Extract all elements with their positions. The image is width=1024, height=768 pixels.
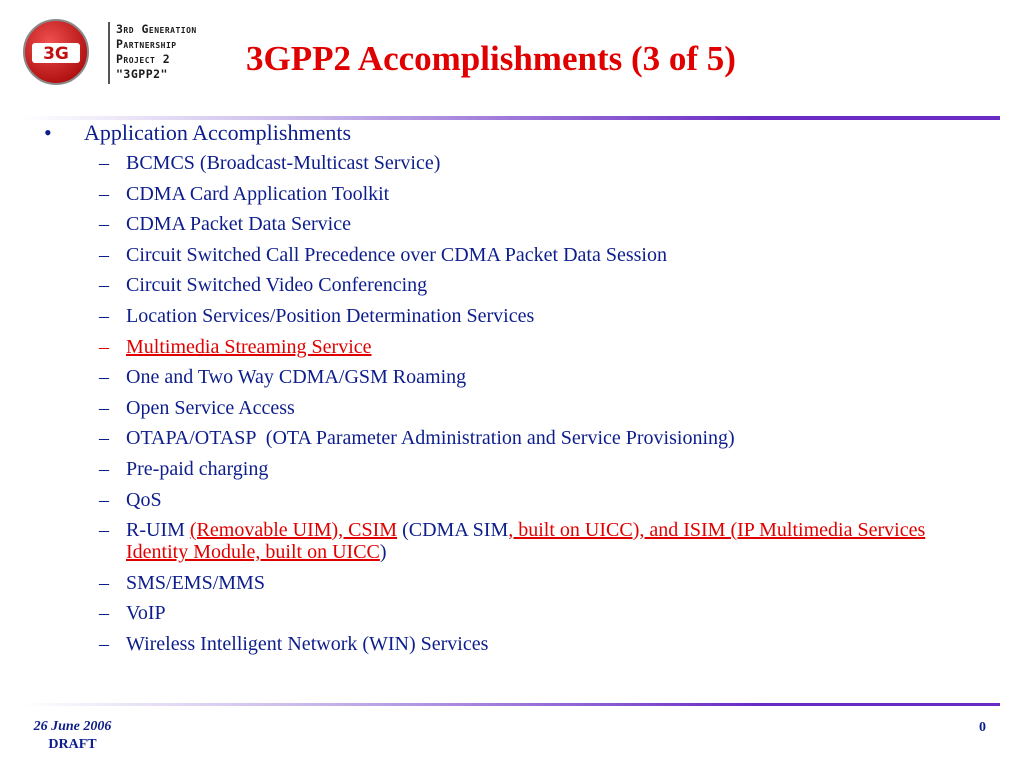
list-item-text: Wireless Intelligent Network (WIN) Services — [126, 632, 489, 655]
bullet-icon: • — [44, 120, 52, 145]
ruim-revision-text: , built on UICC), and ISIM (IP Multimedia Services Identity Module, built on UICC — [126, 519, 926, 564]
dash-icon: – — [99, 182, 109, 205]
list-item — [44, 458, 984, 480]
dash-icon: – — [99, 243, 109, 266]
list-item — [44, 633, 984, 655]
list-item-highlighted — [44, 336, 984, 358]
list-item — [44, 427, 984, 449]
footer-info — [25, 718, 120, 754]
dash-icon: – — [99, 274, 109, 297]
list-item-ruim — [44, 519, 984, 563]
3g-badge-icon — [22, 18, 90, 86]
ruim-text: R-UIM — [126, 519, 190, 542]
dash-icon: – — [99, 571, 109, 594]
list-item-text: CDMA Packet Data Service — [126, 213, 351, 236]
list-item-text: BCMCS (Broadcast-Multicast Service) — [126, 152, 441, 174]
logo-badge-text: 3G — [43, 44, 69, 64]
dash-icon: – — [99, 519, 109, 542]
list-item — [44, 602, 984, 624]
list-item-text: OTAPA/OTASP (OTA Parameter Administration and Service Provisioning) — [126, 427, 735, 450]
list-item — [44, 397, 984, 419]
dash-icon: – — [99, 602, 109, 625]
list-item-text — [126, 519, 984, 563]
main-bullet — [44, 118, 984, 148]
list-item — [44, 572, 984, 594]
dash-icon: – — [99, 213, 109, 236]
dash-icon: – — [99, 335, 109, 358]
dash-icon: – — [99, 366, 109, 389]
dash-icon: – — [99, 304, 109, 327]
list-item-text: SMS/EMS/MMS — [126, 571, 265, 594]
list-item-text: QoS — [126, 488, 162, 511]
ruim-text: (CDMA SIM — [397, 519, 509, 542]
list-item-text: Pre-paid charging — [126, 457, 269, 480]
logo-line: Partnership — [116, 37, 177, 51]
dash-icon: – — [99, 457, 109, 480]
logo-line: 3rd Generation — [116, 22, 197, 36]
logo-divider — [108, 22, 110, 84]
list-item — [44, 183, 984, 205]
list-item — [44, 489, 984, 511]
3gpp2-logo — [22, 18, 252, 88]
slide-body — [44, 118, 984, 664]
ruim-text: ) — [379, 541, 387, 564]
accomplishments-list — [44, 152, 984, 655]
dash-icon: – — [99, 396, 109, 419]
list-item — [44, 244, 984, 266]
dash-icon: – — [99, 427, 109, 450]
list-item — [44, 366, 984, 388]
dash-icon: – — [99, 632, 109, 655]
list-item-text: Circuit Switched Call Precedence over CDMA Packet Data Session — [126, 243, 667, 266]
logo-wordmark — [116, 22, 197, 82]
footer-status: DRAFT — [48, 737, 97, 752]
footer-divider — [22, 703, 1000, 706]
list-item-text: VoIP — [126, 602, 166, 625]
bullet-label: Application Accomplishments — [84, 120, 352, 145]
list-item-text: Open Service Access — [126, 396, 295, 419]
list-item-text: Circuit Switched Video Conferencing — [126, 274, 428, 297]
dash-icon: – — [99, 152, 109, 174]
logo-line: "3GPP2" — [116, 67, 168, 81]
list-item — [44, 305, 984, 327]
footer-date: 26 June 2006 — [33, 719, 112, 734]
page-number: 0 — [979, 720, 986, 735]
list-item-text: CDMA Card Application Toolkit — [126, 182, 390, 205]
list-item-text: One and Two Way CDMA/GSM Roaming — [126, 366, 467, 389]
list-item — [44, 152, 984, 174]
logo-line: Project 2 — [116, 52, 171, 66]
list-item — [44, 274, 984, 296]
list-item-text: Location Services/Position Determination Services — [126, 304, 535, 327]
list-item-text: Multimedia Streaming Service — [126, 335, 372, 358]
list-item — [44, 213, 984, 235]
ruim-revision-text: (Removable UIM), CSIM — [189, 519, 398, 542]
slide-title: 3GPP2 Accomplishments (3 of 5) — [246, 39, 736, 78]
dash-icon: – — [99, 488, 109, 511]
